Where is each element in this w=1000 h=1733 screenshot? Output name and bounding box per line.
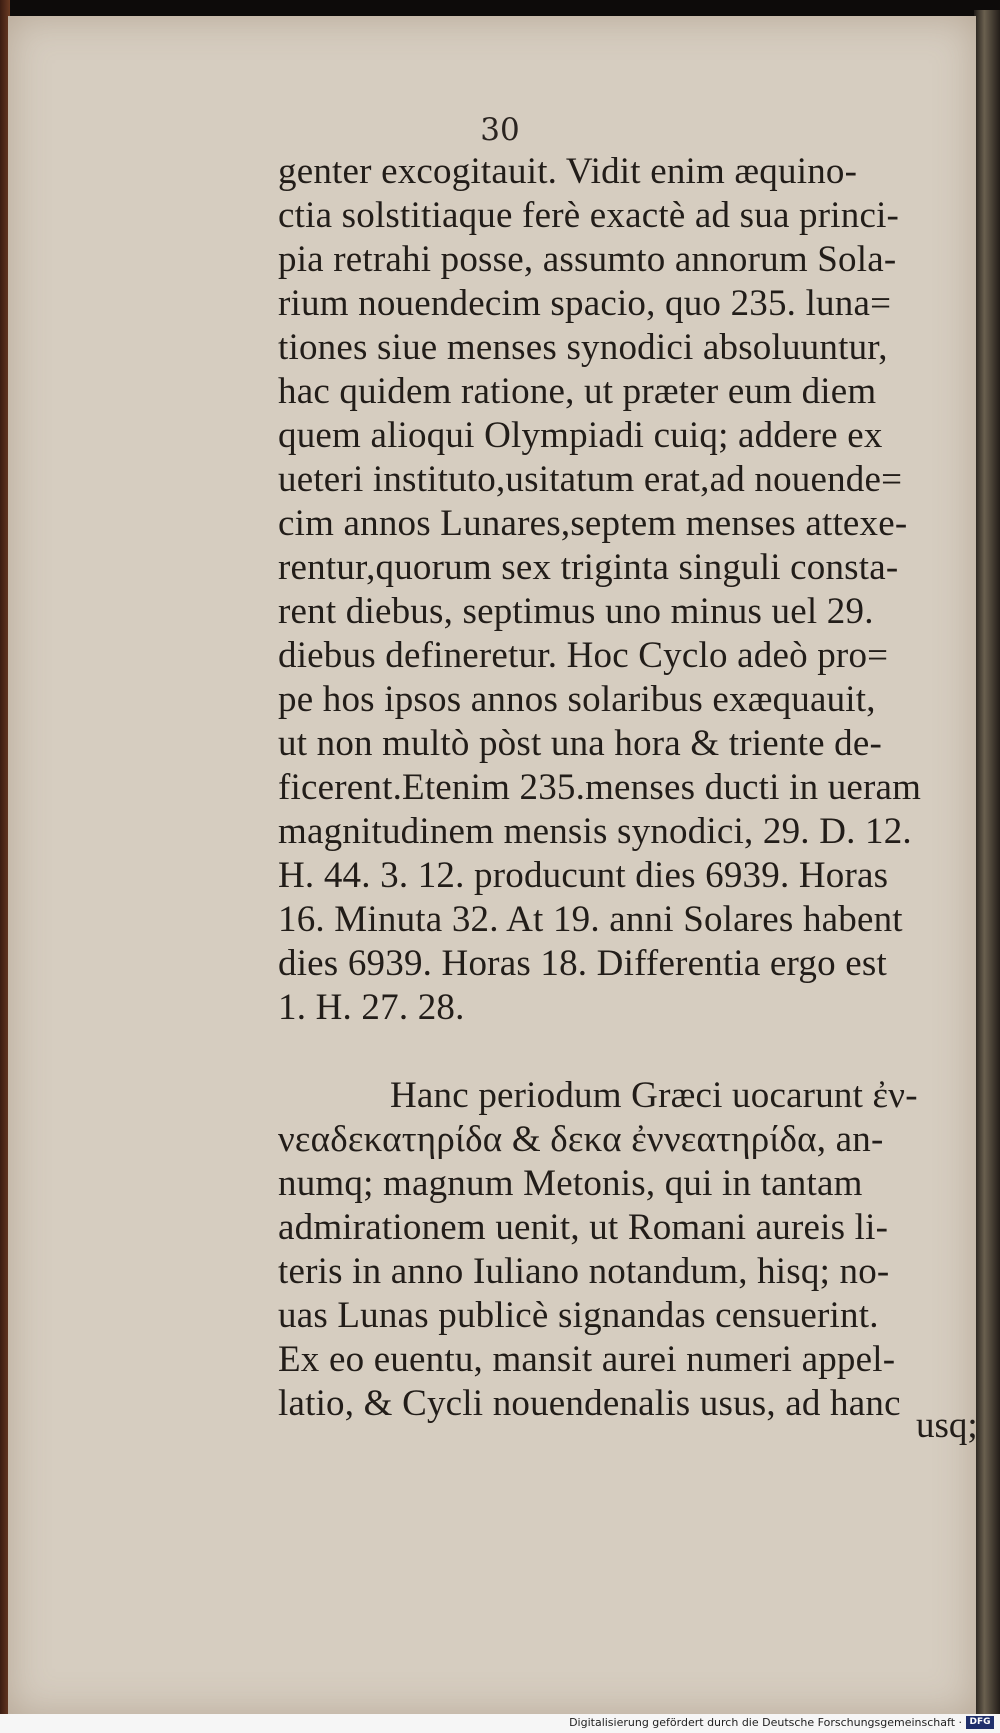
text-line: 1. H. 27. 28.: [278, 987, 465, 1028]
text-line: admirationem uenit, ut Romani aureis li-: [278, 1207, 889, 1248]
text-line: genter excogitauit. Vidit enim æquino-: [278, 151, 858, 192]
page-number: 30: [480, 112, 520, 148]
text-line: numq; magnum Metonis, qui in tantam: [278, 1163, 863, 1204]
text-line: teris in anno Iuliano notandum, hisq; no-: [278, 1251, 890, 1292]
footer-credit-text: Digitalisierung gefördert durch die Deutsche Forschungsgemeinschaft ·: [569, 1716, 962, 1729]
text-line: quem alioqui Olympiadi cuiq; addere ex: [278, 415, 883, 456]
text-line: 16. Minuta 32. At 19. anni Solares habent: [278, 899, 903, 940]
text-line: H. 44. 3. 12. producunt dies 6939. Horas: [278, 855, 889, 896]
catchword: usq;: [916, 1405, 978, 1446]
text-line: Hanc periodum Græci uocarunt ἐν-: [390, 1075, 918, 1116]
text-line: ficerent.Etenim 235.menses ducti in ueram: [278, 767, 922, 808]
text-line: cim annos Lunares,septem menses attexe-: [278, 503, 908, 544]
text-line: dies 6939. Horas 18. Differentia ergo est: [278, 943, 887, 984]
text-line: diebus defineretur. Hoc Cyclo adeò pro=: [278, 635, 889, 676]
text-line: uas Lunas publicè signandas censuerint.: [278, 1295, 879, 1336]
text-line: pe hos ipsos annos solaribus exæquauit,: [278, 679, 876, 720]
text-line: pia retrahi posse, assumto annorum Sola-: [278, 239, 897, 280]
dfg-logo: DFG: [966, 1716, 994, 1729]
text-line: ut non multò pòst una hora & triente de-: [278, 723, 882, 764]
text-line: magnitudinem mensis synodici, 29. D. 12.: [278, 811, 912, 852]
text-line: latio, & Cycli nouendenalis usus, ad hanc: [278, 1383, 901, 1424]
text-line: ueteri instituto,usitatum erat,ad nouende=: [278, 459, 903, 500]
text-line: rent diebus, septimus uno minus uel 29.: [278, 591, 874, 632]
text-line: Ex eo euentu, mansit aurei numeri appel-: [278, 1339, 896, 1380]
text-line: rium nouendecim spacio, quo 235. luna=: [278, 283, 892, 324]
text-line: rentur,quorum sex triginta singuli consta-: [278, 547, 899, 588]
page-stack-edge: [974, 10, 1000, 1720]
text-line: ctia solstitiaque ferè exactè ad sua princi-: [278, 195, 900, 236]
text-line: νεαδεκατηρίδα & δεκα ἐννεατηρίδα, an-: [278, 1119, 884, 1160]
text-line: hac quidem ratione, ut præter eum diem: [278, 371, 877, 412]
text-line: tiones siue menses synodici absoluuntur,: [278, 327, 888, 368]
